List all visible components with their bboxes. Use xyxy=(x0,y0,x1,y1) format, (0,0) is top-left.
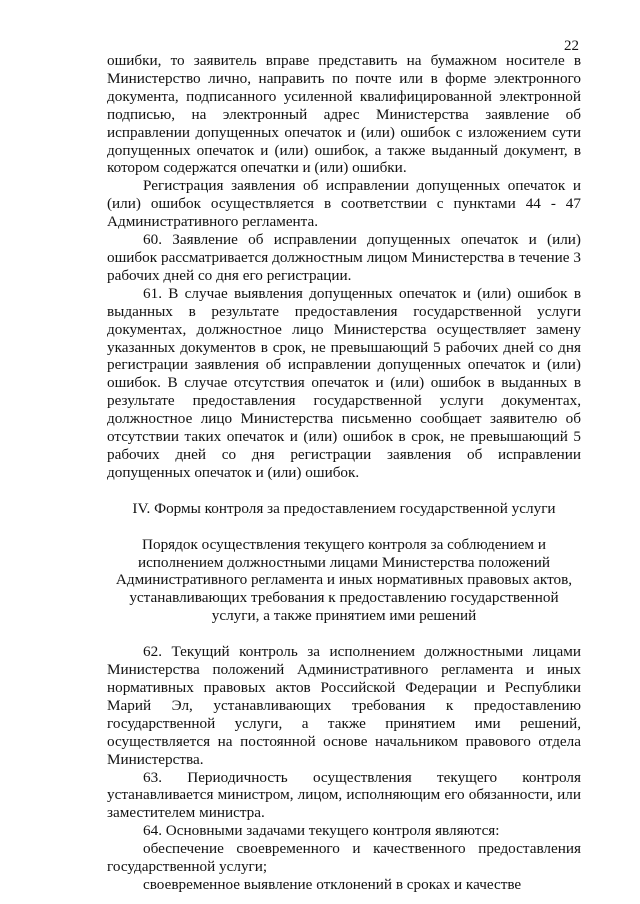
document-body xyxy=(107,52,581,894)
paragraph-64: 64. Основными задачами текущего контроля являются: xyxy=(143,822,500,840)
page-number: 22 xyxy=(564,38,579,54)
paragraph-continuation: ошибки, то заявитель вправе представить на бумажном носителе в Министерство лично, направить по почте или в форме электронного документа, подписанного усиленной квалифицированной электронной подписью, на электронный адрес Министерства заявление об исправлении допущенных опечаток и (или) ошибок с изложением сути допущенных опечаток и (или) ошибок, а также выданный документ, в котором содержатся опечатки и (или) ошибки. xyxy=(107,52,581,177)
paragraph-62: 62. Текущий контроль за исполнением должностными лицами Министерства положений Административного регламента и иных нормативных правовых актов Российской Федерации и Республики Марий Эл, устанавливающих требования к предоставлению государственной услуги, а также принятием ими решений, осуществляется на постоянной основе начальником правового отдела Министерства. xyxy=(107,643,581,768)
list-item-timeliness: обеспечение своевременного и качественного предоставления государственной услуги; xyxy=(107,840,581,876)
paragraph-61: 61. В случае выявления допущенных опечаток и (или) ошибок в выданных в результате предоставления государственной услуги документах, должностное лицо Министерства осуществляет замену указанных документов в срок, не превышающий 5 рабочих дней со дня регистрации заявления об исправлении допущенных опечаток и (или) ошибок. В случае отсутствия опечаток и (или) ошибок в выданных в результате предоставления государственной услуги документах, должностное лицо Министерства письменно сообщает заявителю об отсутствии таких опечаток и (или) ошибок в срок, не превышающий 5 рабочих дней со дня регистрации заявления об исправлении допущенных опечаток и (или) ошибок. xyxy=(107,284,581,481)
paragraph-60: 60. Заявление об исправлении допущенных опечаток и (или) ошибок рассматривается должностным лицом Министерства в течение 3 рабочих дней со дня его регистрации. xyxy=(107,231,581,284)
section-heading: IV. Формы контроля за предоставлением государственной услуги xyxy=(132,499,556,517)
paragraph-registration: Регистрация заявления об исправлении допущенных опечаток и (или) ошибок осуществляется в соответствии с пунктами 44 - 47 Административного регламента. xyxy=(107,177,581,231)
list-item-deviations: своевременное выявление отклонений в сроках и качестве xyxy=(143,875,522,893)
subsection-heading: Порядок осуществления текущего контроля за соблюдением и исполнением должностными лицами Министерства положений Административного регламента и иных нормативных правовых актов, устанавливающих требования к предоставлению государственной услуги, а также принятием ими решений xyxy=(115,535,573,625)
paragraph-63: 63. Периодичность осуществления текущего контроля устанавливается министром, лицом, исполняющим его обязанности, или заместителем министра. xyxy=(107,768,581,822)
